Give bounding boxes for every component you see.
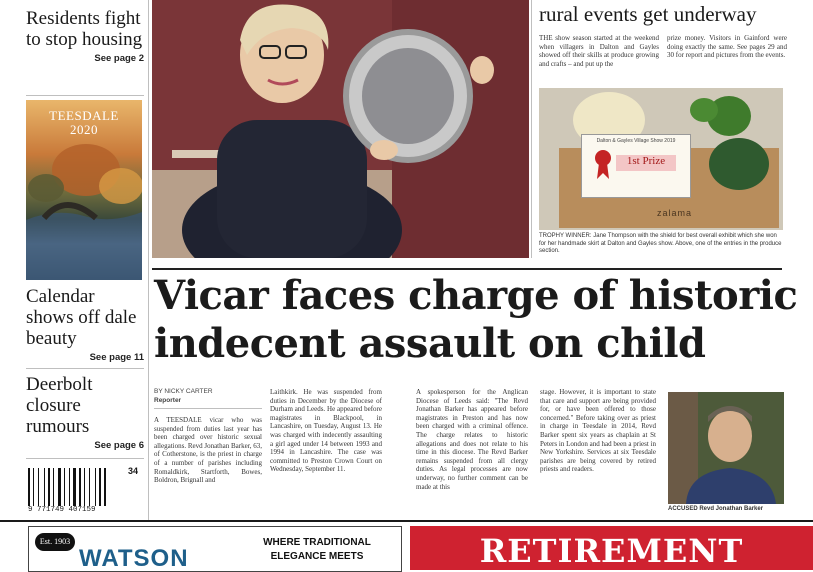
byline: [154, 388, 262, 409]
prize-card-prize: 1st Prize: [616, 155, 676, 171]
barcode-bar: [69, 468, 70, 506]
teaser-deerbolt-headline: Deerbolt closure rumours: [26, 374, 93, 437]
top-story-body-col2: prize money. Visitors in Gainford were doing exactly the same. See pages 29 and 30 for report and pictures from the events.: [667, 34, 787, 60]
prize-card: [581, 134, 691, 198]
column-divider: [148, 0, 149, 520]
watson-brand: WATSON: [79, 545, 189, 572]
teaser-housing[interactable]: [26, 8, 144, 64]
barcode-bar: [95, 468, 96, 506]
barcode: [26, 466, 142, 516]
byline-role: Reporter: [154, 397, 182, 404]
main-photo[interactable]: [152, 0, 529, 258]
retirement-advert-text: RETIREMENT: [479, 532, 744, 570]
barcode-bar: [58, 468, 61, 506]
teaser-housing-headline: Residents fight to stop housing: [26, 8, 143, 50]
main-story-col3: A spokesperson for the Anglican Diocese of Leeds said: "The Revd Jonathan Barker has appeared before magistrates in Preston and has now been charged with a criminal offence. The charge relates to historic allegations and does not relate to his time in this diocese. The Revd Barker remains suspended from all clergy duties. As legal processes are now underway, no further comment can be made at this: [416, 388, 528, 491]
teaser-calendar-see-page[interactable]: See page 11: [89, 352, 144, 363]
portrait-caption-name: Revd Jonathan Barker: [699, 506, 764, 512]
calendar-title: TEESDALE: [49, 108, 119, 123]
main-story-col2: Laithkirk. He was suspended from duties in December by the Diocese of Durham and Leeds. He appeared before magistrates in Blackpool, in Lancashire, on Tuesday, August 13. He was charged with indecently assaulting a girl aged under 14 between 1993 and 1994 in Lancashire. The case was committed to Preston Crown Court on Wednesday, September 11.: [270, 388, 382, 474]
barcode-bar: [89, 468, 90, 506]
man-portrait-illustration: [668, 392, 784, 504]
byline-rule: [154, 408, 262, 409]
barcode-bar: [53, 468, 54, 506]
woman-holding-trophy-illustration: [152, 0, 529, 258]
main-story-col1: A TEESDALE vicar who was suspended from duties last year has been charged over historic sexual allegations. Revd Jonathan Barker, 63, of Cotherstone, is the priest in charge of a number of parishes including Romaldkirk, Startforth, Bowes, Boldron, Brignall and: [154, 416, 262, 485]
barcode-bar: [64, 468, 65, 506]
barcode-bar: [38, 468, 39, 506]
issue-number: 34: [127, 466, 138, 476]
barcode-number: 9 771749 407159: [28, 506, 96, 514]
barcode-bar: [44, 468, 45, 506]
headline-rule: [152, 268, 782, 270]
left-teaser-column: [0, 0, 148, 520]
teaser-deerbolt[interactable]: [26, 374, 144, 451]
calendar-year: 2020: [70, 122, 98, 137]
produce-photo-caption: TROPHY WINNER: Jane Thompson with the shield for best overall exhibit which she won for her handmade skirt at Dalton and Gayles show. Above, one of the entries in the produce section.: [539, 233, 782, 254]
crate-label: zalama: [657, 208, 693, 218]
teaser-calendar-headline: Calendar shows off dale beauty: [26, 286, 137, 349]
prize-card-title: Dalton & Gayles Village Show 2019: [596, 138, 676, 144]
barcode-bar: [99, 468, 101, 506]
main-story-headline-line1: Vicar faces charge of historic: [154, 272, 798, 319]
barcode-bar: [33, 468, 34, 506]
produce-photo[interactable]: [539, 88, 783, 230]
watson-tagline-line1: WHERE TRADITIONAL: [263, 537, 371, 548]
portrait-caption: [668, 506, 784, 514]
divider: [26, 95, 144, 96]
barcode-bars: [28, 468, 122, 506]
column-divider: [531, 0, 532, 258]
teaser-deerbolt-see-page[interactable]: See page 6: [94, 440, 144, 451]
main-story-headline-block[interactable]: [154, 272, 798, 368]
ad-rule: [0, 520, 813, 522]
divider: [26, 458, 144, 459]
main-story-headline-line2: indecent assault on child: [154, 320, 706, 367]
teaser-calendar[interactable]: [26, 286, 144, 363]
divider: [26, 368, 144, 369]
main-story-col4: stage. However, it is important to state that care and support are being provided for, or have been offered to those concerned." Before taking over as priest in charge in Teesdale in 2014, Revd Barker spent six years as chaplain at St Peters in London and had been a priest in New Yorkshire. Services at six Teesdale parishes are being covered by retired priests and readers.: [540, 388, 656, 474]
byline-name: BY NICKY CARTER: [154, 388, 213, 395]
barcode-bar: [73, 468, 76, 506]
barcode-bar: [79, 468, 81, 506]
portrait-caption-label: ACCUSED: [668, 506, 698, 512]
calendar-cover-image[interactable]: [26, 100, 142, 280]
portrait-photo[interactable]: [668, 392, 784, 504]
watson-advert[interactable]: [28, 526, 402, 572]
retirement-advert[interactable]: [410, 526, 813, 570]
teaser-housing-see-page[interactable]: See page 2: [94, 53, 144, 64]
barcode-bar: [28, 468, 30, 506]
barcode-bar: [104, 468, 106, 506]
top-story-headline: rural events get underway: [539, 2, 757, 26]
top-story-body-col1: THE show season started at the weekend when villagers in Dalton and Gayles showed off their skills at produce growing and crafts – and put up the: [539, 34, 659, 68]
barcode-bar: [84, 468, 85, 506]
rosette-icon: [594, 149, 612, 179]
barcode-bar: [48, 468, 50, 506]
calendar-landscape-illustration: [26, 100, 142, 280]
est-badge: Est. 1903: [35, 533, 75, 551]
watson-tagline-line2: ELEGANCE MEETS: [270, 551, 364, 562]
